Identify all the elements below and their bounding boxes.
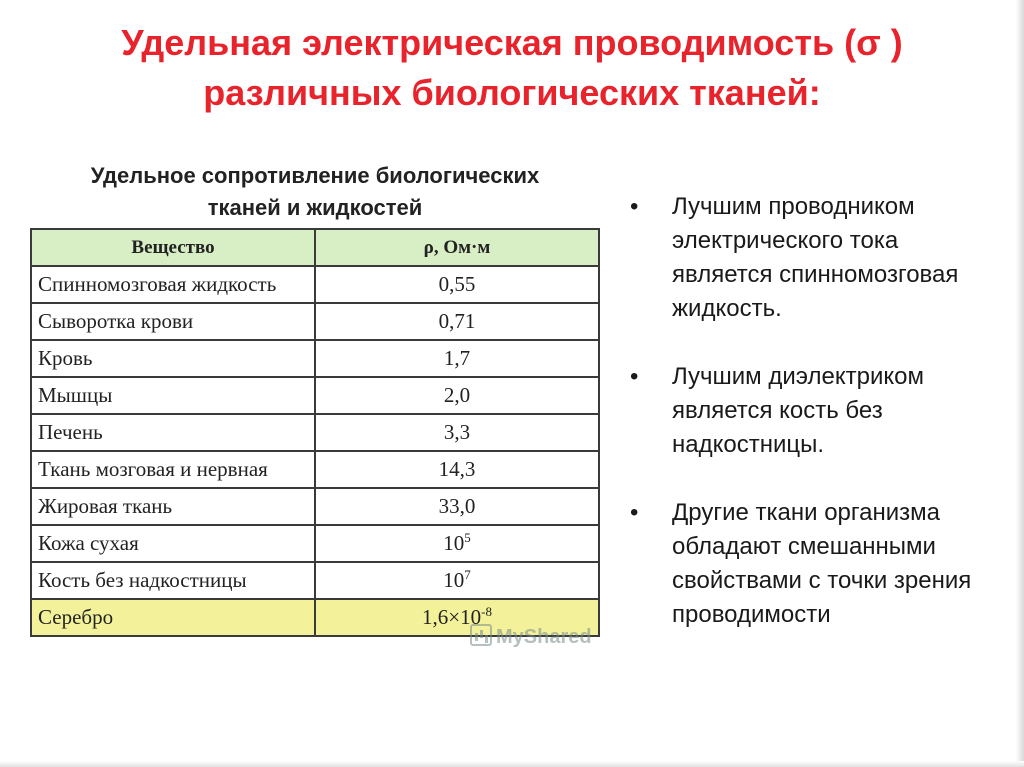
cell-substance: Кожа сухая: [31, 525, 315, 562]
resistivity-table: [30, 228, 600, 637]
resistivity-value: 2,0: [443, 383, 471, 407]
resistivity-value: 10: [443, 531, 465, 555]
cell-resistivity: [315, 303, 599, 340]
resistivity-value: 3,3: [443, 420, 471, 444]
resistivity-value: 1,7: [443, 346, 471, 370]
cell-substance: Печень: [31, 414, 315, 451]
resistivity-value: 0,71: [438, 309, 476, 333]
table-caption-line-1: Удельное сопротивление биологических: [90, 163, 540, 188]
resistivity-value: 33,0: [438, 494, 476, 518]
column-header-substance: Вещество: [31, 229, 315, 266]
cell-resistivity: [315, 377, 599, 414]
resistivity-value: 1,6×10: [422, 605, 482, 629]
resistivity-value: 14,3: [438, 457, 476, 481]
resistivity-value: 10: [443, 568, 465, 592]
table-row: [31, 599, 599, 636]
cell-substance: Сыворотка крови: [31, 303, 315, 340]
table-row: [31, 525, 599, 562]
bullet-marker: •: [630, 193, 639, 220]
cell-resistivity: [315, 562, 599, 599]
bullet-list: [626, 190, 996, 666]
resistivity-value: 0,55: [438, 272, 476, 296]
table-header-row: [31, 229, 599, 266]
table-row: [31, 377, 599, 414]
table-caption-line-2: тканей и жидкостей: [207, 195, 423, 220]
table-caption: [30, 160, 600, 224]
table-row: [31, 451, 599, 488]
cell-resistivity: [315, 525, 599, 562]
table-row: [31, 340, 599, 377]
bullet-item: [626, 190, 996, 326]
resistivity-exponent: -8: [481, 604, 492, 619]
table-row: [31, 488, 599, 525]
column-header-resistivity: ρ, Ом·м: [315, 229, 599, 266]
resistivity-exponent: 7: [464, 567, 471, 582]
bullet-marker: •: [630, 499, 639, 526]
table-row: [31, 562, 599, 599]
resistivity-exponent: 5: [464, 530, 471, 545]
cell-resistivity: [315, 266, 599, 303]
slide-right-edge: [1016, 0, 1024, 767]
table-row: [31, 414, 599, 451]
bullet-text: Другие ткани организма обладают смешанными свойствами с точки зрения проводимости: [672, 499, 972, 628]
resistivity-table-block: [30, 160, 600, 637]
slide-bottom-edge: [0, 761, 1024, 767]
cell-resistivity: [315, 451, 599, 488]
table-body: [31, 266, 599, 636]
table-row: [31, 266, 599, 303]
cell-substance: Ткань мозговая и нервная: [31, 451, 315, 488]
cell-resistivity: [315, 488, 599, 525]
slide-title: [40, 18, 984, 118]
cell-resistivity: [315, 340, 599, 377]
cell-substance: Спинномозговая жидкость: [31, 266, 315, 303]
bullet-item: [626, 360, 996, 462]
cell-resistivity: [315, 599, 599, 636]
table-row: [31, 303, 599, 340]
bullet-text: Лучшим диэлектриком является кость без надкостницы.: [672, 363, 924, 458]
slide-title-line-2: различных биологических тканей:: [203, 72, 821, 113]
bullet-marker: •: [630, 363, 639, 390]
bullet-text: Лучшим проводником электрического тока является спинномозговая жидкость.: [672, 193, 959, 322]
bullet-item: [626, 496, 996, 632]
watermark-text: MyShared: [496, 626, 592, 648]
cell-substance: Серебро: [31, 599, 315, 636]
cell-substance: Кровь: [31, 340, 315, 377]
cell-substance: Кость без надкостницы: [31, 562, 315, 599]
cell-substance: Мышцы: [31, 377, 315, 414]
slide-title-line-1: Удельная электрическая проводимость (σ ): [121, 22, 903, 63]
cell-substance: Жировая ткань: [31, 488, 315, 525]
cell-resistivity: [315, 414, 599, 451]
